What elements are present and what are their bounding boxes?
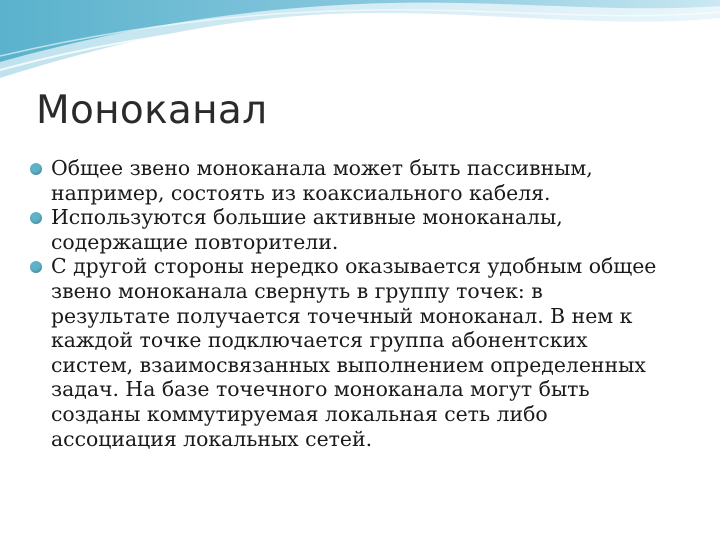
bullet-line: результате получается точечный моноканал. В нем к (51, 303, 633, 328)
bullet-line: содержащие повторители. (51, 229, 339, 254)
bullet-item (30, 205, 714, 254)
bullet-line: созданы коммутируемая локальная сеть либо (51, 401, 548, 426)
slide-title: Моноканал (36, 88, 268, 133)
bullet-line: ассоциация локальных сетей. (51, 426, 373, 451)
bullet-item (30, 156, 714, 205)
bullet-line: звено моноканала свернуть в группу точек: в (51, 278, 543, 303)
bullet-icon (30, 212, 42, 224)
bullet-line: С другой стороны нередко оказывается удобным общее (51, 254, 657, 279)
bullet-line: каждой точке подключается группа абонентских (51, 328, 588, 353)
bullet-icon (30, 261, 42, 273)
bullet-line: систем, взаимосвязанных выполнением определенных (51, 352, 646, 377)
bullet-line: Используются большие активные моноканалы, (51, 205, 563, 230)
bullet-item (30, 254, 714, 451)
header-wave-decoration (0, 0, 720, 90)
bullet-list (30, 156, 714, 451)
bullet-icon (30, 163, 42, 175)
bullet-line: например, состоять из коаксиального кабеля. (51, 180, 551, 205)
bullet-line: задач. На базе точечного моноканала могут быть (51, 377, 590, 402)
bullet-line: Общее звено моноканала может быть пассивным, (51, 156, 593, 180)
